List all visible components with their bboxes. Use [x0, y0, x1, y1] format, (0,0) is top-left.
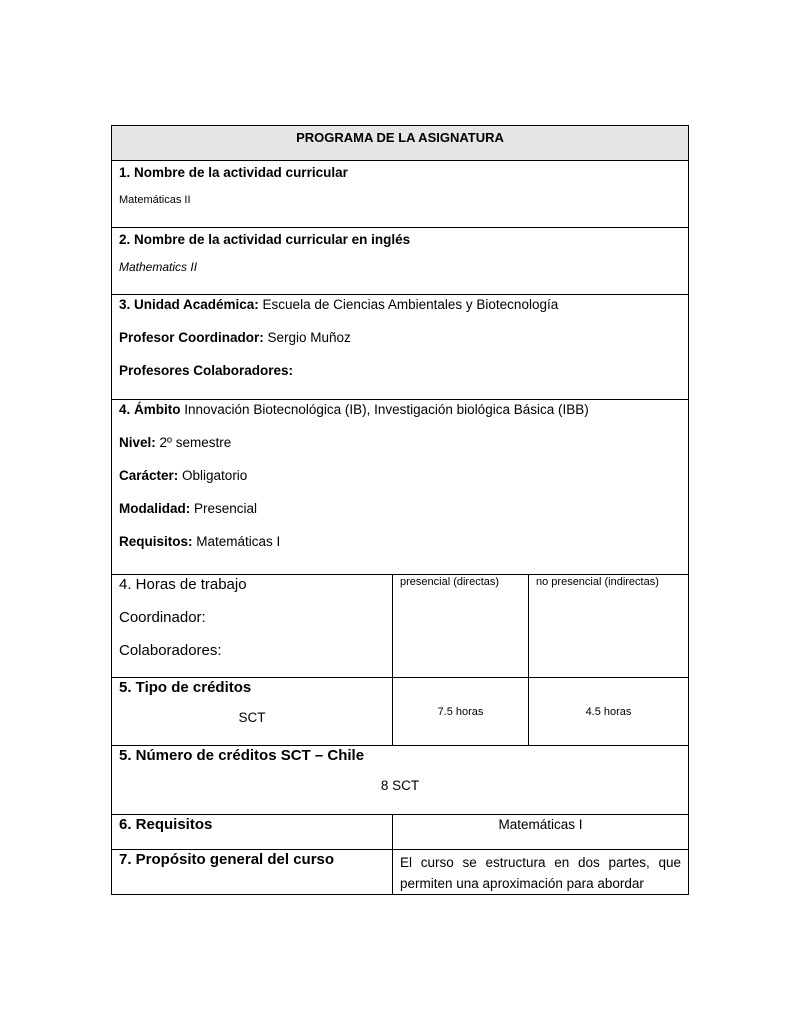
- section-3-row: [112, 295, 689, 400]
- numero-creditos-cell: [112, 746, 689, 815]
- tipo-creditos-title: 5. Tipo de créditos: [119, 679, 252, 696]
- unidad-label: 3. Unidad Académica:: [119, 297, 259, 312]
- nivel-line: [119, 417, 681, 450]
- tipo-creditos-row: [112, 678, 689, 746]
- modalidad-label: Modalidad:: [119, 501, 191, 516]
- horas-cell: [112, 575, 393, 678]
- unidad-value: Escuela de Ciencias Ambientales y Biotecnología: [258, 297, 559, 312]
- ambito-line: [119, 400, 681, 417]
- section-4-cell: [112, 400, 689, 575]
- program-document: [111, 125, 688, 895]
- requisitos-row: [112, 815, 689, 850]
- caracter-value: Obligatorio: [178, 468, 248, 483]
- presencial-header: presencial (directas): [400, 576, 500, 588]
- numero-creditos-title: 5. Número de créditos SCT – Chile: [119, 747, 365, 764]
- section-2-row: [112, 228, 689, 295]
- header-row: [112, 126, 689, 161]
- presencial-hours: 7.5 horas: [437, 705, 484, 718]
- requisitos-title: 6. Requisitos: [119, 816, 213, 833]
- section-2-label: 2. Nombre de la actividad curricular en inglés: [119, 232, 411, 247]
- modalidad-line: [119, 483, 681, 516]
- horas-colaboradores: Colaboradores:: [119, 642, 222, 659]
- requisitos-line: [119, 516, 681, 549]
- nivel-label: Nivel:: [119, 435, 156, 450]
- horas-row: [112, 575, 689, 678]
- section-1-label: 1. Nombre de la actividad curricular: [119, 165, 348, 180]
- horas-no-presencial-cell: [529, 575, 689, 678]
- section-1-row: [112, 161, 689, 228]
- tipo-creditos-cell: [112, 678, 393, 746]
- caracter-label: Carácter:: [119, 468, 179, 483]
- horas-coordinador: Coordinador:: [119, 609, 206, 626]
- course-name-english: Mathematics II: [119, 260, 198, 274]
- section-1-cell: [112, 161, 689, 228]
- proposito-row: [112, 850, 689, 895]
- numero-creditos-row: [112, 746, 689, 815]
- course-name: Matemáticas II: [119, 194, 191, 206]
- unidad-line: [119, 295, 681, 312]
- nivel-value: 2º semestre: [155, 435, 232, 450]
- section-3-cell: [112, 295, 689, 400]
- no-presencial-hours: 4.5 horas: [585, 705, 632, 718]
- requisitos-value: Matemáticas I: [192, 534, 281, 549]
- no-presencial-header: no presencial (indirectas): [536, 576, 659, 588]
- header-cell: [112, 126, 689, 161]
- document-title: PROGRAMA DE LA ASIGNATURA: [296, 130, 504, 145]
- presencial-hours-cell: [393, 678, 529, 746]
- proposito-title-cell: [112, 850, 393, 895]
- proposito-text: El curso se estructura en dos partes, que permiten una aproximación para abordar: [400, 855, 682, 891]
- ambito-value: Innovación Biotecnológica (IB), Investigación biológica Básica (IBB): [180, 402, 589, 417]
- colaboradores-label: Profesores Colaboradores:: [119, 363, 294, 378]
- proposito-title: 7. Propósito general del curso: [119, 851, 335, 868]
- no-presencial-hours-cell: [529, 678, 689, 746]
- proposito-value-cell: [393, 850, 689, 895]
- requisitos-title-cell: [112, 815, 393, 850]
- caracter-line: [119, 450, 681, 483]
- horas-title: 4. Horas de trabajo: [119, 576, 247, 593]
- ambito-label: 4. Ámbito: [119, 402, 181, 417]
- requisitos-value-cell: [393, 815, 689, 850]
- tipo-creditos-value: SCT: [238, 710, 266, 725]
- modalidad-value: Presencial: [190, 501, 258, 516]
- program-table: [111, 125, 689, 895]
- coordinador-label: Profesor Coordinador:: [119, 330, 264, 345]
- requisitos-label: Requisitos:: [119, 534, 193, 549]
- horas-presencial-cell: [393, 575, 529, 678]
- section-4-row: [112, 400, 689, 575]
- requisitos-value: Matemáticas I: [498, 817, 583, 832]
- coordinador-line: [119, 312, 681, 345]
- coordinador-value: Sergio Muñoz: [263, 330, 351, 345]
- numero-creditos-value: 8 SCT: [380, 778, 420, 793]
- section-2-cell: [112, 228, 689, 295]
